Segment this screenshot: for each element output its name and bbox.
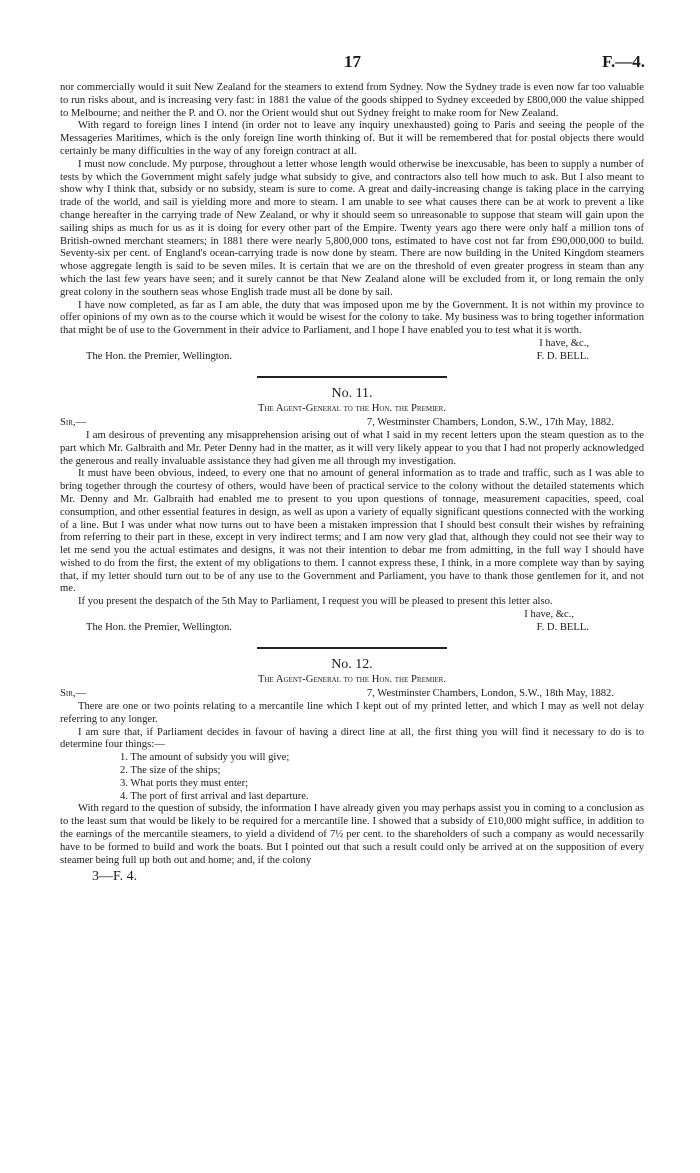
salutation-row	[60, 688, 644, 701]
paragraph: If you present the despatch of the 5th May to Parliament, I request you will be pleased to present this letter also.	[78, 596, 553, 608]
section-divider	[257, 647, 447, 649]
signature-row	[60, 351, 644, 364]
page-header	[60, 52, 645, 76]
signature: F. D. BELL.	[536, 621, 589, 633]
paragraph: With regard to foreign lines I intend (in order not to leave any inquiry unexhausted) going to Paris and seeing the people of the Messageries Maritimes, which is the only foreign line worth thinking of. But it will be remembered that for postal objects there would certainly be many difficulties in the way of any foreign contract at all.	[60, 120, 644, 157]
salutation: Sir,—	[60, 417, 87, 429]
letter-number: No. 11.	[331, 385, 373, 401]
addressee: The Hon. the Premier, Wellington.	[86, 350, 232, 362]
signature: F. D. BELL.	[536, 350, 589, 362]
paragraph: I am sure that, if Parliament decides in favour of having a direct line at all, the first thing you will find it necessary to do is to determine four things:—	[60, 726, 644, 751]
closing: I have, &c.,	[524, 609, 574, 621]
addressee: The Hon. the Premier, Wellington.	[86, 621, 232, 633]
sender-address: 7, Westminster Chambers, London, S.W., 18th May, 1882.	[366, 688, 614, 700]
list-item: 1. The amount of subsidy you will give;	[120, 752, 290, 764]
document-reference: F.—4.	[602, 52, 645, 71]
letter-continuation	[60, 82, 644, 364]
page-number: 17	[344, 52, 361, 71]
paragraph: There are one or two points relating to a mercantile line which I kept out of my printed letter, and which I may as well not delay referring to any longer.	[60, 701, 644, 725]
section-divider	[257, 376, 447, 378]
list-item: 4. The port of first arrival and last departure.	[120, 790, 309, 802]
salutation-row	[60, 417, 644, 430]
page-body	[60, 82, 644, 884]
salutation: Sir,—	[60, 688, 87, 700]
closing: I have, &c.,	[539, 337, 589, 349]
paragraph: With regard to the question of subsidy, the information I have already given you may perhaps assist you in coming to a conclusion as to the least sum that would be likely to be required for a mercantile line. I showed that a subsidy of £10,000 might suffice, in addition to the earnings of the mercantile steamers, to yield a dividend of 7½ per cent. to the shareholders of such a company as would necessarily have to be formed to build and work the boats. But I pointed out that such a result could only be arrived at on the supposition of every steamer being full up both out and home; and, if the colony	[60, 803, 644, 866]
signature-mark: 3—F. 4.	[92, 869, 138, 885]
sender-address: 7, Westminster Chambers, London, S.W., 17th May, 1882.	[366, 417, 614, 429]
paragraph: nor commercially would it suit New Zealand for the steamers to extend from Sydney. Now the Sydney trade is even now far too valuable to run risks about, and is increasing very fast: in 1881 the value of the goods shipped to Sydney exceeded by £800,000 the value shipped to Melbourne; and neither the P. and O. nor the Orient would shut out Sydney freight to make room for New Zealand.	[60, 82, 644, 119]
letter-heading: The Agent-General to the Hon. the Premier.	[257, 674, 447, 686]
paragraph: I am desirous of preventing any misapprehension arising out of what I said in my recent letters upon the steam question as to the part which Mr. Galbraith and Mr. Peter Denny had in the matter, as it will very likely appear to you that I had not properly acknowledged the generous and really invaluable assistance they had given me all through my investigation.	[60, 429, 644, 467]
letter-heading: The Agent-General to the Hon. the Premier.	[257, 403, 447, 415]
signature-row	[60, 622, 644, 635]
list-item: 2. The size of the ships;	[120, 765, 221, 777]
numbered-list	[60, 752, 644, 803]
list-item: 3. What ports they must enter;	[120, 777, 249, 789]
letter-no-11	[60, 385, 644, 635]
letter-number: No. 12.	[331, 656, 373, 672]
paragraph: I must now conclude. My purpose, throughout a letter whose length would otherwise be inexcusable, has been to supply a number of tests by which the Government might safely judge what subsidy to give, and contractors also tell how much to ask. But I also meant to show why I think that, subsidy or no subsidy, steam is sure to come. A great and daily-increasing change is taking place in the carrying trade of the world, and sail is yielding more and more to steam. I am unable to see what causes there can be at work to prevent a like change hereafter in the carrying trade of New Zealand, or why it should seem so unreasonable to suppose that steam will gain upon the sailing ships as much for us as it is doing for every other part of the Empire. Twenty years ago there were only half a million tons of British-owned merchant steamers; in 1881 there were nearly 5,800,000 tons, estimated to have cost not far from £90,000,000 to build. Seventy-six per cent. of England's ocean-carrying trade is now done by steam. There are now building in the United Kingdom steamers whose aggregate length is said to be seven miles. It is certain that we are on the threshold of even greater progress in steam than any which the last few years have seen; and it surely cannot be that New Zealand alone will be excluded from it, or long remain the only great colony in the southern seas whose English trade must all be done by sail.	[60, 158, 644, 298]
paragraph: It must have been obvious, indeed, to every one that no amount of general information as to trade and traffic, such as I was able to bring together through the courtesy of others, would have been of practical service to the colony without the detailed statements which Mr. Denny and Mr. Galbraith had enabled me to present to you upon questions of tonnage, measurement capacities, speed, coal consumption, and other essential features in design, as well as upon a variety of equally significant questions connected with the working of a line. But I was under what now turns out to have been a mistaken impression that I should best consult their wishes by refraining from referring to their part in these, except in very indirect terms; and I am now very glad that, although they could not see their way to let me send you the actual estimates and designs, it was not their intention to debar me from admitting, in the full way I should have wished to do from the first, the extent of my obligations to them. I cannot express these, I think, in a more complete way than by saying that, if my letter should turn out to be of any use to the Government and Parliament, you have to thank those gentlemen for it, and not me.	[60, 468, 644, 595]
letter-no-12	[60, 656, 644, 868]
paragraph: I have now completed, as far as I am able, the duty that was imposed upon me by the Government. It is not within my province to offer opinions of my own as to the course which it would be wisest for the colony to take. My business was to bring together information that might be of use to the Government in their advice to Parliament, and I hope I have enabled you to test what it is worth.	[60, 299, 644, 337]
